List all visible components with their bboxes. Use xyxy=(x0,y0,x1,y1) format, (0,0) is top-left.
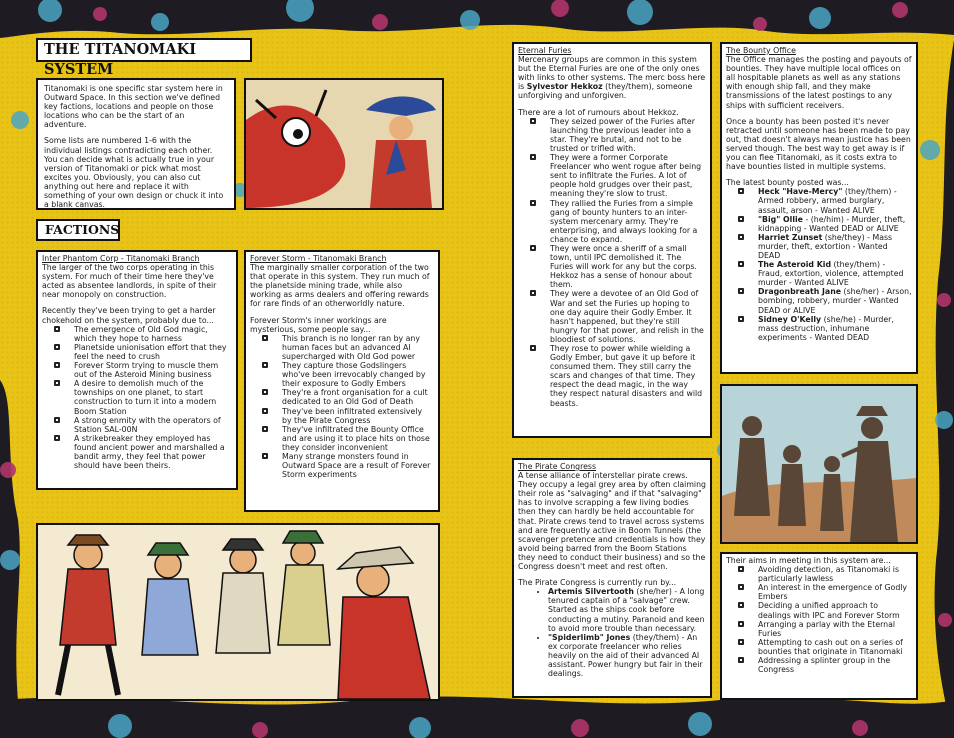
die-icon xyxy=(738,288,744,294)
die-icon xyxy=(738,584,744,590)
leader-name: Artemis Silvertooth xyxy=(548,587,634,597)
die-icon xyxy=(738,316,744,322)
inter-phantom-intro: The larger of the two corps operating in this system. For much of their time here they've acted as absentee landlords, in spite of their near monopoly on construction. xyxy=(42,263,217,300)
die-icon xyxy=(530,118,536,124)
list-item: "Big" Ollie - (he/him) - Murder, theft, kidnapping - Wanted DEAD or ALIVE xyxy=(738,215,912,233)
aims-list xyxy=(726,565,912,674)
die-icon xyxy=(54,362,60,368)
die-icon xyxy=(738,234,744,240)
die-icon xyxy=(262,408,268,414)
intro-box xyxy=(36,78,236,210)
list-item: They rose to power while wielding a Godly Ember, but gave it up before it consumed them. They still carry the scars and changes of that time. They respect the dead magic, in the way they respect natural disasters and wild beasts. xyxy=(530,344,706,408)
list-item: • "Spiderlimb" Jones (they/them) - An ex corporate freelancer who relies heavily on the aid of their advanced AI assistant. Power hungry but fair in their dealings. xyxy=(548,633,706,678)
list-item: This branch is no longer ran by any human faces but an advanced AI supercharged with Old God power xyxy=(262,334,434,361)
pirate-congress-box xyxy=(512,458,712,698)
cowboy-creature-illustration xyxy=(246,80,442,208)
inter-phantom-list xyxy=(42,325,232,471)
list-item: Sidney O'Kelly (she/he) - Murder, mass destruction, inhumane experiments - Wanted DEAD xyxy=(738,315,912,342)
list-item: Planetside unionisation effort that they feel the need to crush xyxy=(54,343,232,361)
forever-storm-rumours: Forever Storm's inner workings are mysterious, some people say... xyxy=(250,315,387,334)
bounty-office-intro: The Office manages the posting and payouts of bounties. They have multiple local offices on all hospitable planets as well as any stations with enough ship fall, and they make transmissions of the latest postings to any ships with sufficient receivers. xyxy=(726,55,912,110)
bounty-list xyxy=(726,187,912,342)
forever-storm-heading: Forever Storm - Titanomaki Branch xyxy=(250,254,387,263)
factions-heading: FACTIONS xyxy=(36,219,120,241)
aims-intro: Their aims in meeting in this system are... xyxy=(726,556,891,565)
die-icon xyxy=(262,362,268,368)
leader-name: "Spiderlimb" Jones xyxy=(548,632,631,642)
die-icon xyxy=(54,435,60,441)
list-item: The emergence of Old God magic, which they hope to harness xyxy=(54,325,232,343)
die-icon xyxy=(262,335,268,341)
list-item: Deciding a unified approach to dealings with IPC and Forever Storm xyxy=(738,601,912,619)
forever-storm-box xyxy=(244,250,440,512)
list-item: They were once a sheriff of a small town, until IPC demolished it. The Furies will work for any but the corps. Hekkoz has a sense of honour about them. xyxy=(530,244,706,289)
list-item: They seized power of the Furies after launching the previous leader into a star. They're brutal, and not to be trusted or trifled with. xyxy=(530,117,706,153)
list-item: A strikebreaker they employed has found ancient power and marshalled a bandit army, they feel that power should have been theirs. xyxy=(54,434,232,470)
die-icon xyxy=(530,245,536,251)
eternal-furies-heading: Eternal Furies xyxy=(518,46,572,55)
comic-panel-gunfight xyxy=(36,523,440,701)
list-item: • Artemis Silvertooth (she/her) - A long tenured captain of a "salvage" crew. Started as the ships cook before conducting a mutiny. Paranoid and keen to avoid more trouble than necessary. xyxy=(548,587,706,632)
bounty-office-retraction: Once a bounty has been posted it's never retracted until someone has been made to pay out, that doesn't always mean justice has been served though. The best way to get away is if you can flee Titanomaki, as it costs extra to have bounties listed in multiple systems. xyxy=(726,116,911,172)
die-icon xyxy=(54,417,60,423)
pirate-congress-heading: The Pirate Congress xyxy=(518,462,597,471)
list-item: Harriet Zunset (she/they) - Mass murder, theft, extortion - Wanted DEAD xyxy=(738,233,912,260)
list-item: Heck "Have-Mercy" (they/them) - Armed robbery, armed burglary, assault, arson - Wanted ALIVE xyxy=(738,187,912,214)
pirate-congress-intro: A tense alliance of interstellar pirate crews. They occupy a legal grey area by often claiming their role as "salvaging" and if that "salvaging" has to involve scrapping a few living bodies then they can hardly be held accountable for that. Pirate crews tend to travel across systems and are frequently active in Boom Tunnels (the scavenger pretence and credentials is how they avoid being barred from the Boom Stations they need to conduct their business) and so the Congress doesn't meet and rest often. xyxy=(518,471,706,572)
inter-phantom-box xyxy=(36,250,238,490)
list-item: A desire to demolish much of the townships on one planet, to start construction to turn it into a modern Boom Station xyxy=(54,379,232,415)
list-item: Attempting to cash out on a series of bounties that originate in Titanomaki xyxy=(738,638,912,656)
intro-paragraph: Some lists are numbered 1-6 with the individual listings contradicting each other. You can decide what is actually true in your version of Titanomaki or pick what most excites you. Obviously, you can also cut anything out here and replace it with something of your own design or chuck it into a blank canvas. xyxy=(44,136,224,210)
list-item: A strong enmity with the operators of Station SAL-00N xyxy=(54,416,232,434)
die-icon xyxy=(738,657,744,663)
die-icon xyxy=(530,200,536,206)
gunfight-illustration xyxy=(38,525,438,699)
inter-phantom-heading: Inter Phantom Corp - Titanomaki Branch xyxy=(42,254,200,263)
forever-storm-intro: The marginally smaller corporation of the two that operate in this system. They run much of the planetside mining trade, while also working as arms dealers and offering rewards for rare finds of an otherworldly nature. xyxy=(250,263,430,309)
pirate-congress-run-by: The Pirate Congress is currently run by... xyxy=(518,578,677,588)
bounty-office-box xyxy=(720,42,918,374)
list-item: They've been infiltrated extensively by the Pirate Congress xyxy=(262,407,434,425)
die-icon xyxy=(54,380,60,386)
die-icon xyxy=(738,639,744,645)
eternal-furies-rumours: There are a lot of rumours about Hekkoz. xyxy=(518,107,679,117)
list-item: An interest in the emergence of Godly Embers xyxy=(738,583,912,601)
die-icon xyxy=(738,188,744,194)
pirate-leaders-list xyxy=(518,587,706,678)
die-icon xyxy=(738,566,744,572)
die-icon xyxy=(54,344,60,350)
list-item: They were a former Corporate Freelancer who went rogue after being sent to infiltrate the Furies. A lot of people hold grudges over their past, meaning they're slow to trust. xyxy=(530,153,706,198)
die-icon xyxy=(54,326,60,332)
list-item: They capture those Godslingers who've been irrevocably changed by their exposure to Godly Embers xyxy=(262,361,434,388)
list-item: They've infiltrated the Bounty Office and are using it to place hits on those they consider inconvenient xyxy=(262,425,434,452)
die-icon xyxy=(262,453,268,459)
eternal-furies-intro: Mercenary groups are common in this system but the Eternal Furies are one of the only ones with links to other systems. The merc boss here is Sylvestor Hekkoz (they/them), someone unforgiving and unforgiven. xyxy=(518,55,706,101)
list-item: Arranging a parlay with the Eternal Furies xyxy=(738,620,912,638)
forever-storm-list xyxy=(250,334,434,480)
inter-phantom-recent: Recently they've been trying to get a harder chokehold on the system, probably due to... xyxy=(42,306,216,325)
list-item: The Asteroid Kid (they/them) - Fraud, extortion, violence, attempted murder - Wanted ALIVE xyxy=(738,260,912,287)
comic-panel-cowboy-creature xyxy=(244,78,444,210)
list-item: They were a devotee of an Old God of War and set the Furies up hoping to one day aquire their Godly Ember. It hasn't happened, but they're still hungry for that power, and relish in the bloodiest of solutions. xyxy=(530,289,706,344)
die-icon xyxy=(262,426,268,432)
eternal-furies-list xyxy=(518,117,706,408)
die-icon xyxy=(530,345,536,351)
die-icon xyxy=(738,261,744,267)
list-item: Forever Storm trying to muscle them out of the Asteroid Mining business xyxy=(54,361,232,379)
list-item: Addressing a splinter group in the Congress xyxy=(738,656,912,674)
page-title: THE TITANOMAKI SYSTEM xyxy=(36,38,252,62)
list-item: Dragonbreath Jane (she/her) - Arson, bombing, robbery, murder - Wanted DEAD or ALIVE xyxy=(738,287,912,314)
merc-boss-name: Sylvestor Hekkoz xyxy=(526,82,603,92)
list-item: Many strange monsters found in Outward Space are a result of Forever Storm experiments xyxy=(262,452,434,479)
die-icon xyxy=(262,389,268,395)
die-icon xyxy=(530,154,536,160)
die-icon xyxy=(738,621,744,627)
eternal-furies-box xyxy=(512,42,712,438)
intro-paragraph: Titanomaki is one specific star system here in Outward Space. In this section we've defined key factions, locations and people on those locations who can be the start of an adventure. xyxy=(44,84,223,130)
die-icon xyxy=(530,290,536,296)
die-icon xyxy=(738,216,744,222)
bounty-office-heading: The Bounty Office xyxy=(726,46,796,55)
pirate-aims-box xyxy=(720,552,918,700)
list-item: They're a front organisation for a cult dedicated to an Old God of Death xyxy=(262,388,434,406)
standoff-illustration xyxy=(722,386,916,542)
bounty-office-latest: The latest bounty posted was... xyxy=(726,178,849,188)
list-item: They rallied the Furies from a simple gang of bounty hunters to an inter-system mercenary army. They're enterprising, and always looking for a chance to expand. xyxy=(530,199,706,244)
comic-panel-standoff xyxy=(720,384,918,544)
list-item: Avoiding detection, as Titanomaki is particularly lawless xyxy=(738,565,912,583)
die-icon xyxy=(738,602,744,608)
